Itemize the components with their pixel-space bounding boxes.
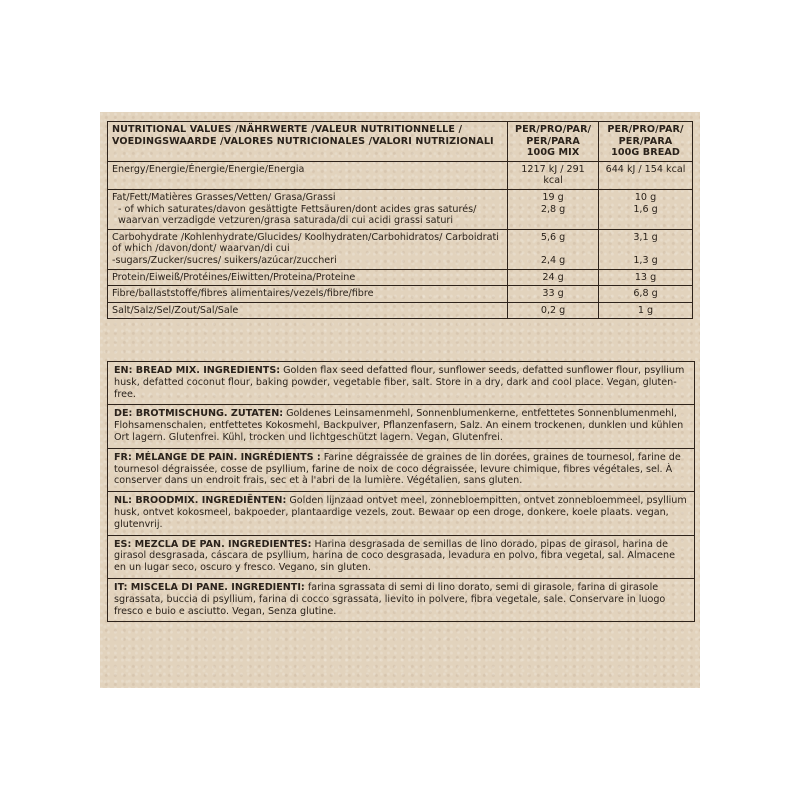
row-value-bread-cell (599, 189, 693, 229)
label-panel (100, 112, 700, 688)
row-value-bread: 644 kJ / 154 kcal (599, 161, 693, 189)
row-subvalue-mix: 2,4 g (540, 254, 566, 266)
ingredients-fr (108, 449, 694, 492)
ingredients-box (107, 361, 695, 622)
table-header-mix: PER/PRO/PAR/ PER/PARA 100G MIX (508, 122, 599, 162)
ingredients-label: DE: BROTMISCHUNG. ZUTATEN: (114, 408, 284, 420)
table-header-bread: PER/PRO/PAR/ PER/PARA 100G BREAD (599, 122, 693, 162)
row-label-cell (108, 189, 508, 229)
row-value-mix: 19 g (542, 191, 564, 203)
row-label: Salt/Salz/Sel/Zout/Sal/Sale (108, 302, 508, 319)
ingredients-it (108, 579, 694, 621)
table-row-carbohydrate (108, 229, 693, 269)
ingredients-label: FR: MÉLANGE DE PAIN. INGRÉDIENTS : (114, 451, 321, 463)
ingredients-nl (108, 492, 694, 535)
spacer (603, 243, 688, 255)
row-label: Protein/Eiweiß/Protéines/Eiwitten/Proteina/Proteine (108, 269, 508, 286)
ingredients-text: Goldenes Leinsamenmehl, Sonnenblumenkerne, entfettetes Sonnenblumenmehl, Flohsamenschalen, entfettetes Kokosmehl, Backpulver, Pflanzenfasern, Salz. An einem trockenen, dunklen und kühlen Ort lagern. Glutenfrei. Kühl, trocken und lichtgeschützt lagern. Vegan, Glutenfrei. (114, 408, 684, 443)
ingredients-text: Golden lijnzaad ontvet meel, zonnebloempitten, ontvet zonnebloemmeel, psyllium husk, ontvet kokosmeel, bakpoeder, plantaardige vezels, zout. Bewaar op een droge, donkere, koele plaats. vegan, glutenvrij. (114, 495, 687, 530)
table-row-fat (108, 189, 693, 229)
row-value-bread: 3,1 g (633, 231, 658, 243)
row-value-bread-cell (599, 229, 693, 269)
row-label-cell (108, 229, 508, 269)
row-sublabel: - of which saturates/davon gesättigte Fettsäuren/dont acides gras saturés/ waarvan verzadigde vetzuren/grasa saturada/di cui acidi grassi saturi (118, 203, 477, 227)
ingredients-label: IT: MISCELA DI PANE. INGREDIENTI: (114, 581, 305, 593)
ingredients-text: farina sgrassata di semi di lino dorato, semi di girasole, farina di girasole sgrassata, buccia di psyllium, farina di cocco sgrassata, lievito in polvere, fibra vegetale, sale. Conservare in luogo fresco e buio e asciutto. Vegan, Senza glutine. (114, 581, 666, 617)
row-value-bread: 10 g (634, 191, 657, 203)
row-label: Carbohydrate /Kohlenhydrate/Glucides/ Koolhydraten/Carbohidratos/ Carboidrati of which /davon/dont/ waarvan/di cui (112, 231, 499, 255)
spacer (512, 243, 594, 255)
row-subvalue-bread: 1,6 g (633, 203, 658, 215)
row-value-mix-cell (508, 189, 599, 229)
table-row-energy (108, 161, 693, 189)
nutrition-table (107, 121, 693, 319)
row-value-mix: 24 g (508, 269, 599, 286)
row-value-bread: 13 g (599, 269, 693, 286)
row-value-mix: 33 g (508, 286, 599, 303)
row-sublabel: -sugars/Zucker/sucres/ suikers/azúcar/zuccheri (112, 254, 337, 266)
table-row-protein (108, 269, 693, 286)
row-label: Energy/Energie/Énergie/Energie/Energia (108, 161, 508, 189)
table-row-salt (108, 302, 693, 319)
table-header-label: NUTRITIONAL VALUES /NÄHRWERTE /VALEUR NUTRITIONNELLE / VOEDINGSWAARDE /VALORES NUTRICIONALES /VALORI NUTRIZIONALI (108, 122, 508, 162)
table-header-row (108, 122, 693, 162)
row-subvalue-mix: 2,8 g (540, 203, 566, 215)
ingredients-label: EN: BREAD MIX. INGREDIENTS: (114, 365, 281, 376)
row-subvalue-bread: 1,3 g (633, 254, 658, 266)
table-row-fibre (108, 286, 693, 303)
row-value-mix: 5,6 g (540, 231, 566, 243)
row-value-mix-cell (508, 229, 599, 269)
ingredients-text: Harina desgrasada de semillas de lino dorado, pipas de girasol, harina de girasol desgrasada, cáscara de psyllium, harina de coco desgrasada, levadura en polvo, fibra vegetal, sal. Almacene en un lugar seco, oscuro y fresco. Vegano, sin gluten. (114, 538, 676, 574)
row-label: Fat/Fett/Matières Grasses/Vetten/ Grasa/Grassi (112, 191, 336, 203)
row-label: Fibre/ballaststoffe/fibres alimentaires/vezels/fibre/fibre (108, 286, 508, 303)
row-value-bread: 6,8 g (599, 286, 693, 303)
row-value-mix: 0,2 g (508, 302, 599, 319)
ingredients-text: Farine dégraissée de graines de lin dorées, graines de tournesol, farine de tournesol dégraissée, cosse de psyllium, farine de noix de coco dégraissée, levure chimique, fibres végétales, sel. À conserver dans un endroit frais, sec et à l'abri de la lumière. Végétalien, sans gluten. (114, 451, 681, 487)
ingredients-de (108, 405, 694, 448)
ingredients-label: NL: BROODMIX. INGREDIËNTEN: (114, 495, 287, 507)
ingredients-es (108, 536, 694, 579)
row-value-bread: 1 g (599, 302, 693, 319)
ingredients-text: Golden flax seed defatted flour, sunflower seeds, defatted sunflower flour, psyllium husk, defatted coconut flour, baking powder, vegetable fiber, salt. Store in a dry, dark and cool place. Vegan, gluten-free. (114, 365, 685, 400)
ingredients-en (108, 362, 694, 405)
ingredients-label: ES: MEZCLA DE PAN. INGREDIENTES: (114, 538, 312, 550)
row-value-mix: 1217 kJ / 291 kcal (508, 161, 599, 189)
